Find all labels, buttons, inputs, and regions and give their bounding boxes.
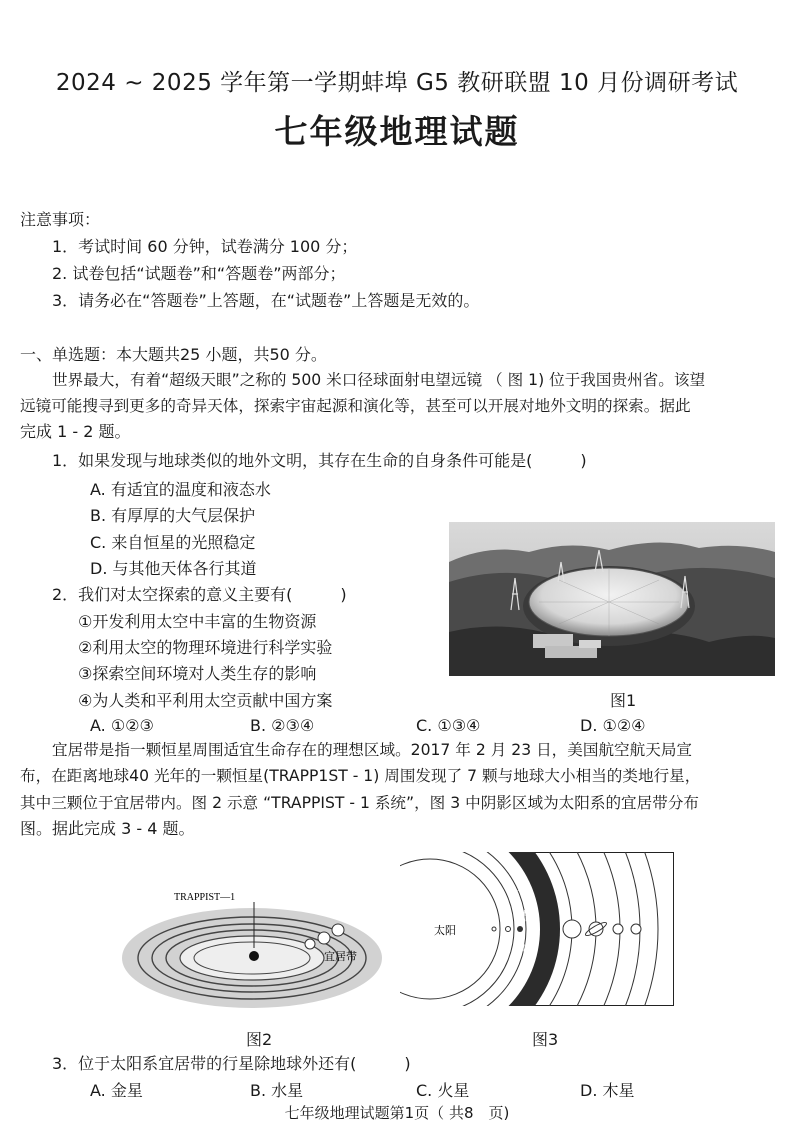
q2-statement-2: ②利用太空的物理环境进行科学实验 [78, 638, 333, 657]
intro1-line-3: 完成 1 - 2 题。 [20, 422, 131, 441]
q2-option-b: B. ②③④ [250, 716, 315, 735]
q2-option-d: D. ①②④ [580, 716, 646, 735]
notice-item-1: 1．考试时间 60 分钟，试卷满分 100 分； [52, 237, 358, 256]
figure-2-caption: 图2 [246, 1030, 273, 1049]
figure-1-caption: 图1 [610, 691, 637, 710]
intro2-line-1: 宜居带是指一颗恒星周围适宜生命存在的理想区域。2017 年 2 月 23 日，美国航空航天局宣 [52, 741, 693, 759]
section-heading: 一、单选题：本大题共25 小题，共50 分。 [20, 345, 327, 364]
trappist-star-label: TRAPPIST—1 [174, 892, 236, 903]
figure-3-caption: 图3 [532, 1030, 559, 1049]
intro1-line-2: 远镜可能搜寻到更多的奇异天体，探索宇宙起源和演化等，甚至可以开展对地外文明的探索。据此 [20, 397, 691, 415]
page-footer: 七年级地理试题第1页（ 共8 页) [284, 1104, 510, 1122]
q3-option-d: D. 木星 [580, 1081, 635, 1100]
intro2-line-3: 其中三颗位于宜居带内。图 2 示意 “TRAPPIST - 1 系统”，图 3 中阴影区域为太阳系的宜居带分布 [20, 794, 700, 812]
intro1-line-1: 世界最大，有着“超级天眼”之称的 500 米口径球面射电望远镜 （ 图 1) 位于我国贵州省。该望 [52, 371, 706, 389]
exam-title: 2024 ~ 2025 学年第一学期蚌埠 G5 教研联盟 10 月份调研考试 [55, 70, 739, 96]
solar-habitable-zone-diagram [400, 852, 674, 1006]
notice-heading: 注意事项： [20, 210, 101, 229]
q2-option-a: A. ①②③ [90, 716, 154, 735]
intro2-line-2: 布，在距离地球40 光年的一颗恒星(TRAPP1ST - 1) 周围发现了 7 颗与地球大小相当的类地行星， [20, 767, 701, 785]
q2-stem: 2．我们对太空探索的意义主要有( ) [52, 585, 347, 604]
sun-label: 太阳 [434, 925, 456, 937]
fig3-zone-char-2: 居 [522, 909, 535, 923]
fig2-habitable-zone-label: 宜居带 [324, 951, 357, 963]
q3-option-a: A. 金星 [90, 1081, 143, 1100]
notice-item-3: 3．请务必在“答题卷”上答题，在“试题卷”上答题是无效的。 [52, 291, 480, 310]
fast-telescope-photo [449, 522, 775, 676]
fig3-zone-char-3: 带 [518, 943, 531, 957]
q3-option-c: C. 火星 [416, 1081, 470, 1100]
q3-option-b: B. 水星 [250, 1081, 304, 1100]
q2-statement-3: ③探索空间环境对人类生存的影响 [78, 664, 317, 683]
q2-option-c: C. ①③④ [416, 716, 481, 735]
q3-stem: 3．位于太阳系宜居带的行星除地球外还有( ) [52, 1054, 411, 1073]
q2-statement-1: ①开发利用太空中丰富的生物资源 [78, 612, 317, 631]
q1-option-c: C. 来自恒星的光照稳定 [90, 533, 256, 552]
q1-option-d: D. 与其他天体各行其道 [90, 559, 257, 578]
q1-option-a: A. 有适宜的温度和液态水 [90, 480, 271, 499]
q2-statement-4: ④为人类和平利用太空贡献中国方案 [78, 691, 333, 710]
exam-subtitle: 七年级地理试题 [274, 112, 520, 151]
q1-option-b: B. 有厚厚的大气层保护 [90, 506, 256, 525]
notice-item-2: 2. 试卷包括“试题卷”和“答题卷”两部分； [52, 264, 346, 283]
trappist-system-diagram [112, 878, 388, 1020]
intro2-line-4: 图。据此完成 3 - 4 题。 [20, 819, 195, 838]
fig3-zone-char-1: 宜 [516, 879, 529, 893]
q1-stem: 1．如果发现与地球类似的地外文明，其存在生命的自身条件可能是( ) [52, 451, 587, 470]
